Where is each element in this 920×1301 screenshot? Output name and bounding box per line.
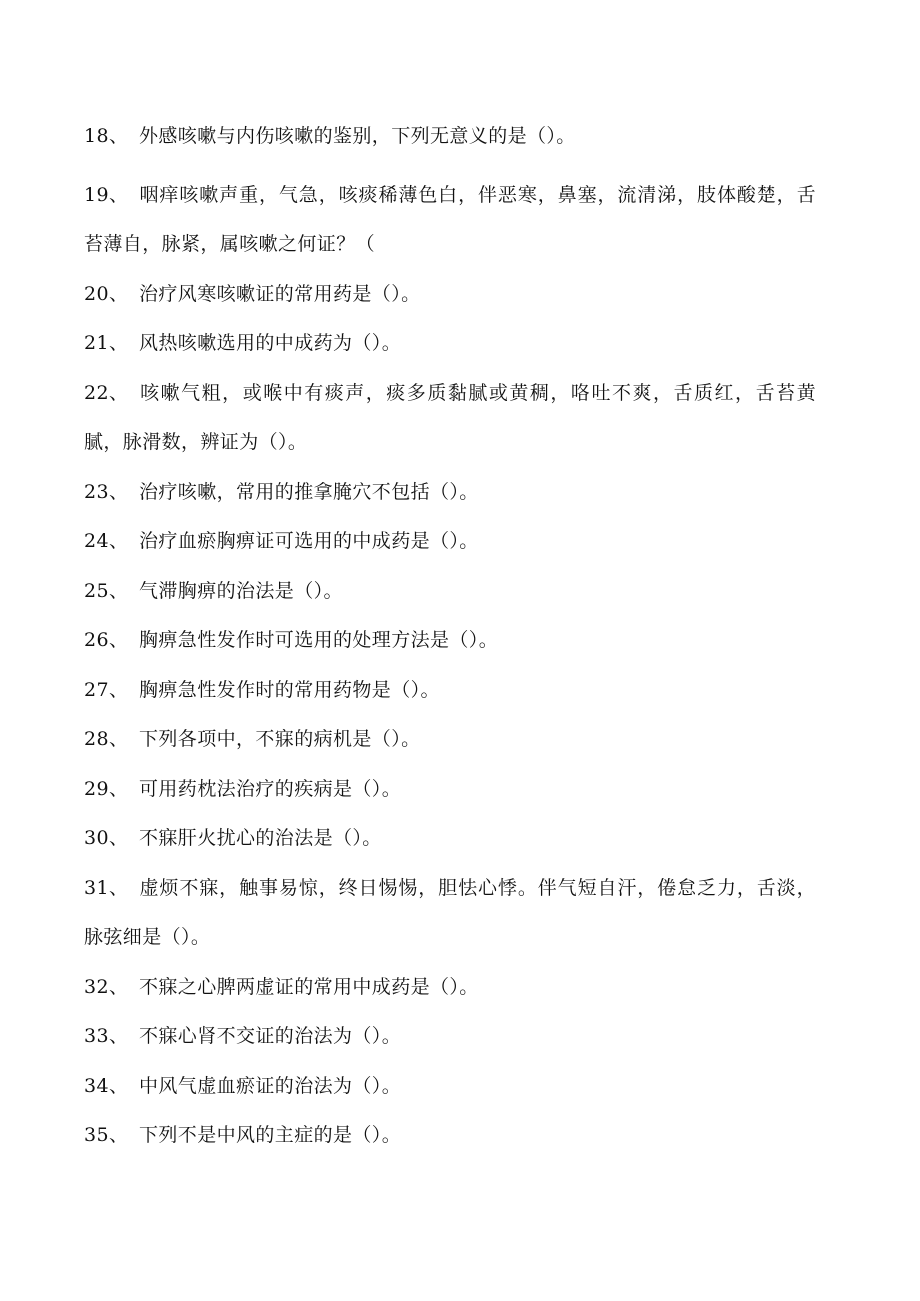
question-item (84, 369, 816, 468)
question-number: 29、 (84, 777, 129, 800)
question-item (84, 517, 816, 567)
question-item (84, 1111, 816, 1161)
question-item (84, 666, 816, 716)
question-text: 胸痹急性发作时的常用药物是（）。 (139, 678, 440, 701)
question-text: 咳嗽气粗，或喉中有痰声，痰多质黏腻或黄稠，咯吐不爽，舌质红，舌苔黄腻，脉滑数，辨证为（）。 (84, 381, 816, 453)
question-number: 23、 (84, 480, 129, 503)
question-text: 不寐肝火扰心的治法是（）。 (139, 827, 382, 849)
question-number: 28、 (84, 728, 129, 750)
question-text: 不寐之心脾两虚证的常用中成药是（）。 (139, 975, 479, 998)
question-item (84, 171, 816, 270)
question-text: 虚烦不寐，触事易惊，终日惕惕，胆怯心悸。伴气短自汗，倦怠乏力，舌淡，脉弦细是（）。 (84, 876, 816, 948)
question-number: 25、 (84, 579, 129, 602)
question-item (84, 765, 816, 815)
question-item (84, 1062, 816, 1112)
question-text: 下列不是中风的主症的是（）。 (139, 1124, 402, 1146)
question-list (84, 112, 816, 1161)
question-item (84, 864, 816, 963)
question-number: 20、 (84, 282, 129, 305)
question-number: 24、 (84, 530, 129, 552)
question-number: 21、 (84, 332, 129, 354)
question-number: 26、 (84, 629, 129, 651)
question-number: 35、 (84, 1124, 129, 1146)
question-text: 不寐心肾不交证的治法为（）。 (139, 1025, 402, 1047)
question-number: 18、 (84, 125, 129, 147)
question-number: 19、 (84, 183, 129, 206)
question-number: 31、 (84, 876, 129, 899)
question-item (84, 468, 816, 518)
question-item (84, 963, 816, 1013)
question-text: 治疗风寒咳嗽证的常用药是（）。 (139, 282, 421, 305)
question-item (84, 715, 816, 765)
question-text: 可用药枕法治疗的疾病是（）。 (139, 777, 402, 800)
question-text: 咽痒咳嗽声重，气急，咳痰稀薄色白，伴恶寒，鼻塞，流清涕，肢体酸楚，舌苔薄自，脉紧，属咳嗽之何证？（ (84, 183, 816, 255)
question-text: 中风气虚血瘀证的治法为（）。 (139, 1074, 402, 1097)
question-item (84, 814, 816, 864)
question-text: 治疗血瘀胸痹证可选用的中成药是（）。 (139, 530, 479, 552)
question-text: 气滞胸痹的治法是（）。 (139, 579, 343, 602)
question-text: 胸痹急性发作时可选用的处理方法是（）。 (139, 629, 499, 651)
question-number: 27、 (84, 678, 129, 701)
question-text: 风热咳嗽选用的中成药为（）。 (139, 332, 402, 354)
question-item (84, 112, 816, 162)
question-number: 34、 (84, 1074, 129, 1097)
question-item (84, 616, 816, 666)
question-number: 32、 (84, 975, 129, 998)
question-item (84, 319, 816, 369)
question-item (84, 567, 816, 617)
question-number: 33、 (84, 1025, 129, 1047)
question-item (84, 270, 816, 320)
question-text: 下列各项中，不寐的病机是（）。 (139, 728, 421, 750)
question-text: 外感咳嗽与内伤咳嗽的鉴别，下列无意义的是（）。 (139, 125, 576, 147)
question-text: 治疗咳嗽，常用的推拿腌穴不包括（）。 (139, 480, 479, 503)
question-number: 30、 (84, 827, 129, 849)
question-item (84, 1012, 816, 1062)
question-number: 22、 (84, 381, 129, 404)
